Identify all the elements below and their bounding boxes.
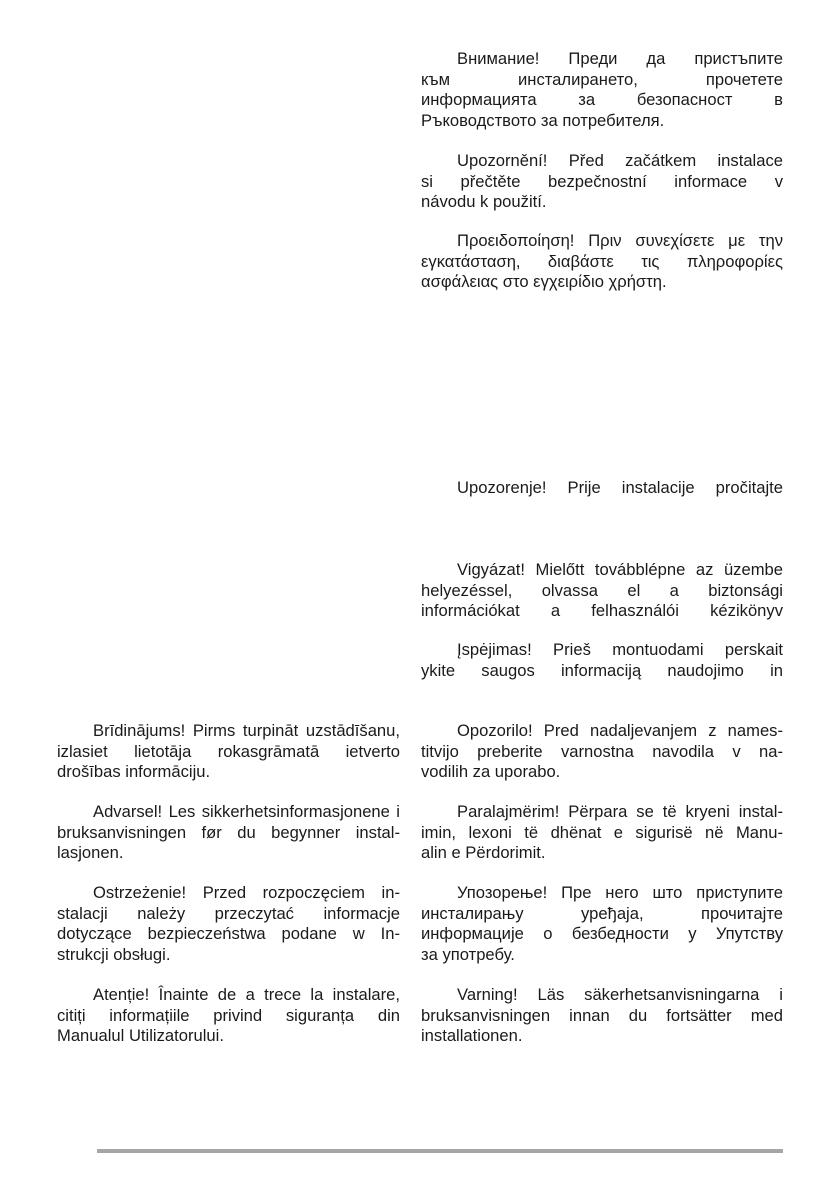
text-line: Opozorilo! Pred nadaljevanjem z names-: [457, 721, 783, 740]
text-line: Atenție! Înainte de a trece la instalare,: [93, 985, 400, 1004]
text-line: drošības informāciju.: [57, 762, 211, 781]
text-line: strukcji obsługi.: [57, 944, 171, 964]
text-line: Įspėjimas! Prieš montuodami perskait: [457, 640, 783, 659]
text-line: návodu k použití.: [421, 192, 547, 211]
text-line: helyezéssel, olvassa el a biztonsági: [421, 580, 783, 600]
text-line: εγκατάσταση, διαβάστε τις πληροφορίες: [421, 251, 783, 271]
text-line: Paralajmërim! Përpara se të kryeni instal-: [457, 802, 783, 821]
warning-polish: [57, 883, 400, 965]
warning-greek: [421, 231, 783, 293]
warning-albanian: [421, 802, 783, 864]
warning-hungarian: [421, 560, 783, 622]
text-line: dotyczące bezpieczeństwa podane w In-: [57, 924, 400, 943]
text-line: Upozorenje! Prije instalacije pročitajte: [457, 478, 783, 497]
text-line: alin e Përdorimit.: [421, 843, 546, 862]
text-line: installationen.: [421, 1026, 523, 1045]
text-line: Προειδοποίηση! Πριν συνεχίσετε με την: [457, 231, 783, 250]
text-line: Upozornění! Před začátkem instalace: [457, 151, 783, 170]
text-line: Manualul Utilizatorului.: [57, 1026, 224, 1045]
warning-swedish: [421, 985, 783, 1047]
text-line: titvijo preberite varnostna navodila v na-: [421, 741, 783, 761]
warning-romanian: [57, 985, 400, 1047]
text-line: izlasiet lietotāja rokasgrāmatā ietverto: [57, 741, 400, 761]
text-line: информације о безбедности у Упутству: [421, 924, 783, 943]
text-line: инсталирању уређаја, прочитајте: [421, 903, 783, 923]
text-line: Brīdinājums! Pirms turpināt uzstādīšanu,: [93, 721, 400, 740]
warning-croatian: [421, 478, 783, 499]
text-line: si přečtěte bezpečnostní informace v: [421, 171, 783, 191]
footer-divider: [97, 1149, 783, 1153]
warning-lithuanian: [421, 640, 783, 681]
text-line: bruksanvisningen innan du fortsätter med: [421, 1005, 783, 1025]
text-line: към инсталирането, прочетете: [421, 69, 783, 89]
warning-czech: [421, 151, 783, 213]
warning-bulgarian: [421, 49, 783, 131]
text-line: bruksanvisningen før du begynner instal-: [57, 822, 400, 842]
warning-serbian: [421, 883, 783, 965]
text-line: Varning! Läs säkerhetsanvisningarna i: [457, 985, 783, 1004]
warning-slovenian: [421, 721, 783, 783]
text-line: imin, lexoni të dhënat e sigurisë në Manu-: [421, 822, 783, 842]
text-line: citiți informațiile privind siguranța din: [57, 1005, 400, 1025]
text-line: Ostrzeżenie! Przed rozpoczęciem in-: [93, 883, 400, 902]
text-line: információkat a felhasználói kézikönyv: [421, 601, 783, 620]
text-line: Внимание! Преди да пристъпите: [457, 49, 783, 68]
text-line: vodilih za uporabo.: [421, 762, 561, 781]
text-line: stalacji należy przeczytać informacje: [57, 903, 400, 923]
text-line: ykite saugos informaciją naudojimo in: [421, 660, 783, 680]
warning-norwegian: [57, 802, 400, 864]
text-line: ασφάλειας στο εγχειρίδιο χρήστη.: [421, 272, 667, 291]
text-line: за употребу.: [421, 944, 515, 964]
text-line: Advarsel! Les sikkerhetsinformasjonene i: [93, 802, 400, 821]
warning-latvian: [57, 721, 400, 783]
text-line: Ръководството за потребителя.: [421, 110, 665, 130]
text-line: информацията за безопасност в: [421, 90, 783, 109]
text-line: Vigyázat! Mielőtt továbblépne az üzembe: [457, 560, 783, 579]
text-line: lasjonen.: [57, 843, 124, 862]
text-line: Упозорење! Пре него што приступите: [457, 883, 783, 902]
